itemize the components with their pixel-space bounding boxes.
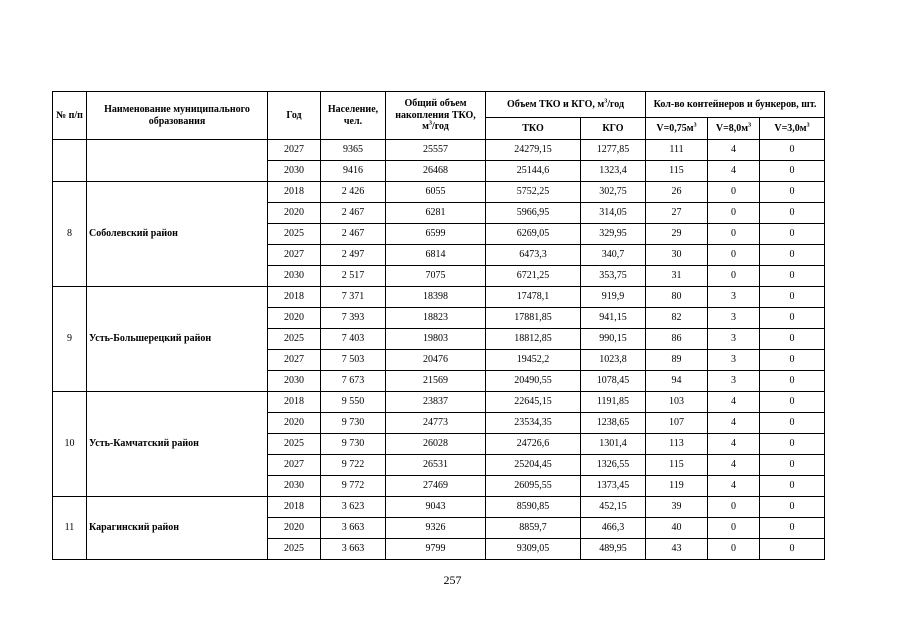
cell-kgo: 990,15 — [581, 329, 646, 350]
cell-v3: 0 — [760, 224, 825, 245]
cell-tko: 23534,35 — [486, 413, 581, 434]
cell-total: 6599 — [386, 224, 486, 245]
cell-v8: 3 — [708, 287, 760, 308]
cell-v075: 113 — [646, 434, 708, 455]
cell-total: 26028 — [386, 434, 486, 455]
cell-tko: 6721,25 — [486, 266, 581, 287]
cell-kgo: 1277,85 — [581, 140, 646, 161]
cell-total: 25557 — [386, 140, 486, 161]
cell-tko: 20490,55 — [486, 371, 581, 392]
cell-v8: 4 — [708, 413, 760, 434]
cell-year: 2025 — [268, 539, 321, 560]
cell-tko: 18812,85 — [486, 329, 581, 350]
cell-population: 7 393 — [321, 308, 386, 329]
table-body — [53, 140, 825, 560]
cell-population: 9 722 — [321, 455, 386, 476]
cell-total: 18823 — [386, 308, 486, 329]
cell-municipality-name: Карагинский район — [87, 497, 268, 560]
cell-total: 21569 — [386, 371, 486, 392]
cell-v8: 4 — [708, 140, 760, 161]
cell-year: 2025 — [268, 434, 321, 455]
cell-year: 2027 — [268, 350, 321, 371]
header-v3-text: $V=3,0м^3$ — [774, 122, 810, 134]
cell-year: 2018 — [268, 497, 321, 518]
cell-total: 20476 — [386, 350, 486, 371]
cell-v8: 4 — [708, 476, 760, 497]
cell-tko: 5752,25 — [486, 182, 581, 203]
cell-kgo: 1191,85 — [581, 392, 646, 413]
cell-tko: 5966,95 — [486, 203, 581, 224]
cell-name-continued — [87, 140, 268, 182]
cell-v3: 0 — [760, 350, 825, 371]
cell-population: 3 663 — [321, 539, 386, 560]
cell-population: 9 772 — [321, 476, 386, 497]
table-row — [53, 392, 825, 413]
cell-population: 2 467 — [321, 224, 386, 245]
table-row — [53, 140, 825, 161]
cell-kgo: 353,75 — [581, 266, 646, 287]
cell-kgo: 1078,45 — [581, 371, 646, 392]
cell-v075: 119 — [646, 476, 708, 497]
cell-tko: 8590,85 — [486, 497, 581, 518]
header-kgo: КГО — [581, 118, 646, 140]
cell-v3: 0 — [760, 371, 825, 392]
cell-year: 2025 — [268, 329, 321, 350]
cell-v075: 43 — [646, 539, 708, 560]
cell-v075: 111 — [646, 140, 708, 161]
cell-year: 2030 — [268, 371, 321, 392]
cell-kgo: 329,95 — [581, 224, 646, 245]
cell-v3: 0 — [760, 203, 825, 224]
cell-tko: 25144,6 — [486, 161, 581, 182]
cell-total: 27469 — [386, 476, 486, 497]
cell-total: 19803 — [386, 329, 486, 350]
cell-v8: 3 — [708, 308, 760, 329]
cell-kgo: 302,75 — [581, 182, 646, 203]
cell-tko: 9309,05 — [486, 539, 581, 560]
cell-year: 2020 — [268, 308, 321, 329]
header-total-volume-text: Общий объем накопления ТКО, $м^3$/год — [395, 98, 476, 133]
cell-kgo: 489,95 — [581, 539, 646, 560]
cell-total: 6055 — [386, 182, 486, 203]
header-name: Наименование муниципального образования — [87, 92, 268, 140]
cell-v3: 0 — [760, 245, 825, 266]
header-v3 — [760, 118, 825, 140]
cell-no: 8 — [53, 182, 87, 287]
cell-year: 2030 — [268, 476, 321, 497]
cell-v075: 82 — [646, 308, 708, 329]
cell-v8: 4 — [708, 392, 760, 413]
cell-kgo: 452,15 — [581, 497, 646, 518]
cell-year: 2030 — [268, 266, 321, 287]
header-tko: ТКО — [486, 118, 581, 140]
cell-v8: 3 — [708, 329, 760, 350]
cell-v075: 39 — [646, 497, 708, 518]
cell-v8: 4 — [708, 161, 760, 182]
cell-v3: 0 — [760, 539, 825, 560]
cell-v075: 26 — [646, 182, 708, 203]
cell-v075: 80 — [646, 287, 708, 308]
cell-population: 2 497 — [321, 245, 386, 266]
cell-v3: 0 — [760, 161, 825, 182]
cell-population: 2 517 — [321, 266, 386, 287]
header-v075 — [646, 118, 708, 140]
cell-year: 2027 — [268, 140, 321, 161]
cell-v075: 115 — [646, 455, 708, 476]
table-row — [53, 287, 825, 308]
header-population: Население, чел. — [321, 92, 386, 140]
cell-kgo: 340,7 — [581, 245, 646, 266]
cell-v3: 0 — [760, 497, 825, 518]
cell-kgo: 1323,4 — [581, 161, 646, 182]
cell-kgo: 314,05 — [581, 203, 646, 224]
cell-municipality-name: Усть-Большерецкий район — [87, 287, 268, 392]
cell-population: 3 663 — [321, 518, 386, 539]
header-year: Год — [268, 92, 321, 140]
cell-year: 2020 — [268, 413, 321, 434]
cell-v075: 115 — [646, 161, 708, 182]
cell-v3: 0 — [760, 518, 825, 539]
waste-volume-table — [52, 91, 825, 560]
cell-total: 26531 — [386, 455, 486, 476]
cell-total: 6281 — [386, 203, 486, 224]
cell-tko: 24279,15 — [486, 140, 581, 161]
cell-no: 11 — [53, 497, 87, 560]
cell-kgo: 466,3 — [581, 518, 646, 539]
cell-municipality-name: Соболевский район — [87, 182, 268, 287]
cell-total: 6814 — [386, 245, 486, 266]
page-number: 257 — [443, 573, 462, 587]
cell-kgo: 1326,55 — [581, 455, 646, 476]
cell-v3: 0 — [760, 413, 825, 434]
cell-no-continued — [53, 140, 87, 182]
cell-v3: 0 — [760, 392, 825, 413]
cell-v8: 3 — [708, 350, 760, 371]
cell-kgo: 1238,65 — [581, 413, 646, 434]
cell-population: 7 371 — [321, 287, 386, 308]
cell-v3: 0 — [760, 308, 825, 329]
cell-v075: 40 — [646, 518, 708, 539]
header-v8 — [708, 118, 760, 140]
cell-v3: 0 — [760, 287, 825, 308]
cell-v8: 0 — [708, 203, 760, 224]
cell-population: 2 467 — [321, 203, 386, 224]
cell-kgo: 941,15 — [581, 308, 646, 329]
cell-v075: 103 — [646, 392, 708, 413]
cell-no: 9 — [53, 287, 87, 392]
cell-total: 9326 — [386, 518, 486, 539]
cell-population: 7 503 — [321, 350, 386, 371]
cell-v3: 0 — [760, 455, 825, 476]
cell-year: 2027 — [268, 455, 321, 476]
cell-tko: 6473,3 — [486, 245, 581, 266]
cell-tko: 26095,55 — [486, 476, 581, 497]
cell-v8: 0 — [708, 497, 760, 518]
cell-total: 9799 — [386, 539, 486, 560]
cell-v3: 0 — [760, 182, 825, 203]
cell-kgo: 1023,8 — [581, 350, 646, 371]
cell-no: 10 — [53, 392, 87, 497]
cell-v075: 107 — [646, 413, 708, 434]
cell-v3: 0 — [760, 140, 825, 161]
cell-tko: 24726,6 — [486, 434, 581, 455]
cell-year: 2020 — [268, 203, 321, 224]
cell-tko: 25204,45 — [486, 455, 581, 476]
cell-year: 2018 — [268, 287, 321, 308]
cell-population: 7 673 — [321, 371, 386, 392]
cell-v075: 31 — [646, 266, 708, 287]
cell-kgo: 1301,4 — [581, 434, 646, 455]
cell-v3: 0 — [760, 476, 825, 497]
header-containers-group: Кол-во контейнеров и бункеров, шт. — [646, 92, 825, 118]
cell-year: 2027 — [268, 245, 321, 266]
cell-population: 9 730 — [321, 434, 386, 455]
cell-v3: 0 — [760, 266, 825, 287]
cell-year: 2025 — [268, 224, 321, 245]
cell-year: 2018 — [268, 392, 321, 413]
header-volume-group-text: Объем ТКО и КГО, $м^3$/год — [506, 98, 625, 110]
cell-v8: 0 — [708, 245, 760, 266]
table-row — [53, 182, 825, 203]
cell-municipality-name: Усть-Камчатский район — [87, 392, 268, 497]
cell-v8: 0 — [708, 518, 760, 539]
cell-year: 2020 — [268, 518, 321, 539]
cell-tko: 17881,85 — [486, 308, 581, 329]
header-volume-group — [486, 92, 646, 118]
cell-tko: 6269,05 — [486, 224, 581, 245]
cell-year: 2018 — [268, 182, 321, 203]
cell-v075: 30 — [646, 245, 708, 266]
cell-population: 9365 — [321, 140, 386, 161]
cell-population: 9 550 — [321, 392, 386, 413]
cell-total: 7075 — [386, 266, 486, 287]
header-total-volume — [386, 92, 486, 140]
cell-kgo: 1373,45 — [581, 476, 646, 497]
cell-tko: 8859,7 — [486, 518, 581, 539]
cell-v3: 0 — [760, 329, 825, 350]
cell-v075: 29 — [646, 224, 708, 245]
cell-total: 26468 — [386, 161, 486, 182]
cell-kgo: 919,9 — [581, 287, 646, 308]
cell-v075: 89 — [646, 350, 708, 371]
cell-v075: 27 — [646, 203, 708, 224]
cell-v075: 86 — [646, 329, 708, 350]
cell-total: 9043 — [386, 497, 486, 518]
cell-v3: 0 — [760, 434, 825, 455]
cell-tko: 22645,15 — [486, 392, 581, 413]
cell-v8: 0 — [708, 539, 760, 560]
header-no: № п/п — [53, 92, 87, 140]
cell-v8: 0 — [708, 224, 760, 245]
cell-tko: 19452,2 — [486, 350, 581, 371]
cell-population: 7 403 — [321, 329, 386, 350]
cell-v8: 4 — [708, 434, 760, 455]
cell-population: 3 623 — [321, 497, 386, 518]
header-v8-text: $V=8,0м^3$ — [715, 122, 752, 134]
header-v075-text: $V=0,75м^3$ — [656, 122, 697, 134]
cell-v8: 3 — [708, 371, 760, 392]
cell-total: 18398 — [386, 287, 486, 308]
table-row — [53, 497, 825, 518]
cell-v075: 94 — [646, 371, 708, 392]
cell-total: 23837 — [386, 392, 486, 413]
cell-population: 2 426 — [321, 182, 386, 203]
cell-v8: 4 — [708, 455, 760, 476]
cell-population: 9416 — [321, 161, 386, 182]
cell-tko: 17478,1 — [486, 287, 581, 308]
cell-population: 9 730 — [321, 413, 386, 434]
cell-v8: 0 — [708, 266, 760, 287]
cell-v8: 0 — [708, 182, 760, 203]
cell-year: 2030 — [268, 161, 321, 182]
cell-total: 24773 — [386, 413, 486, 434]
